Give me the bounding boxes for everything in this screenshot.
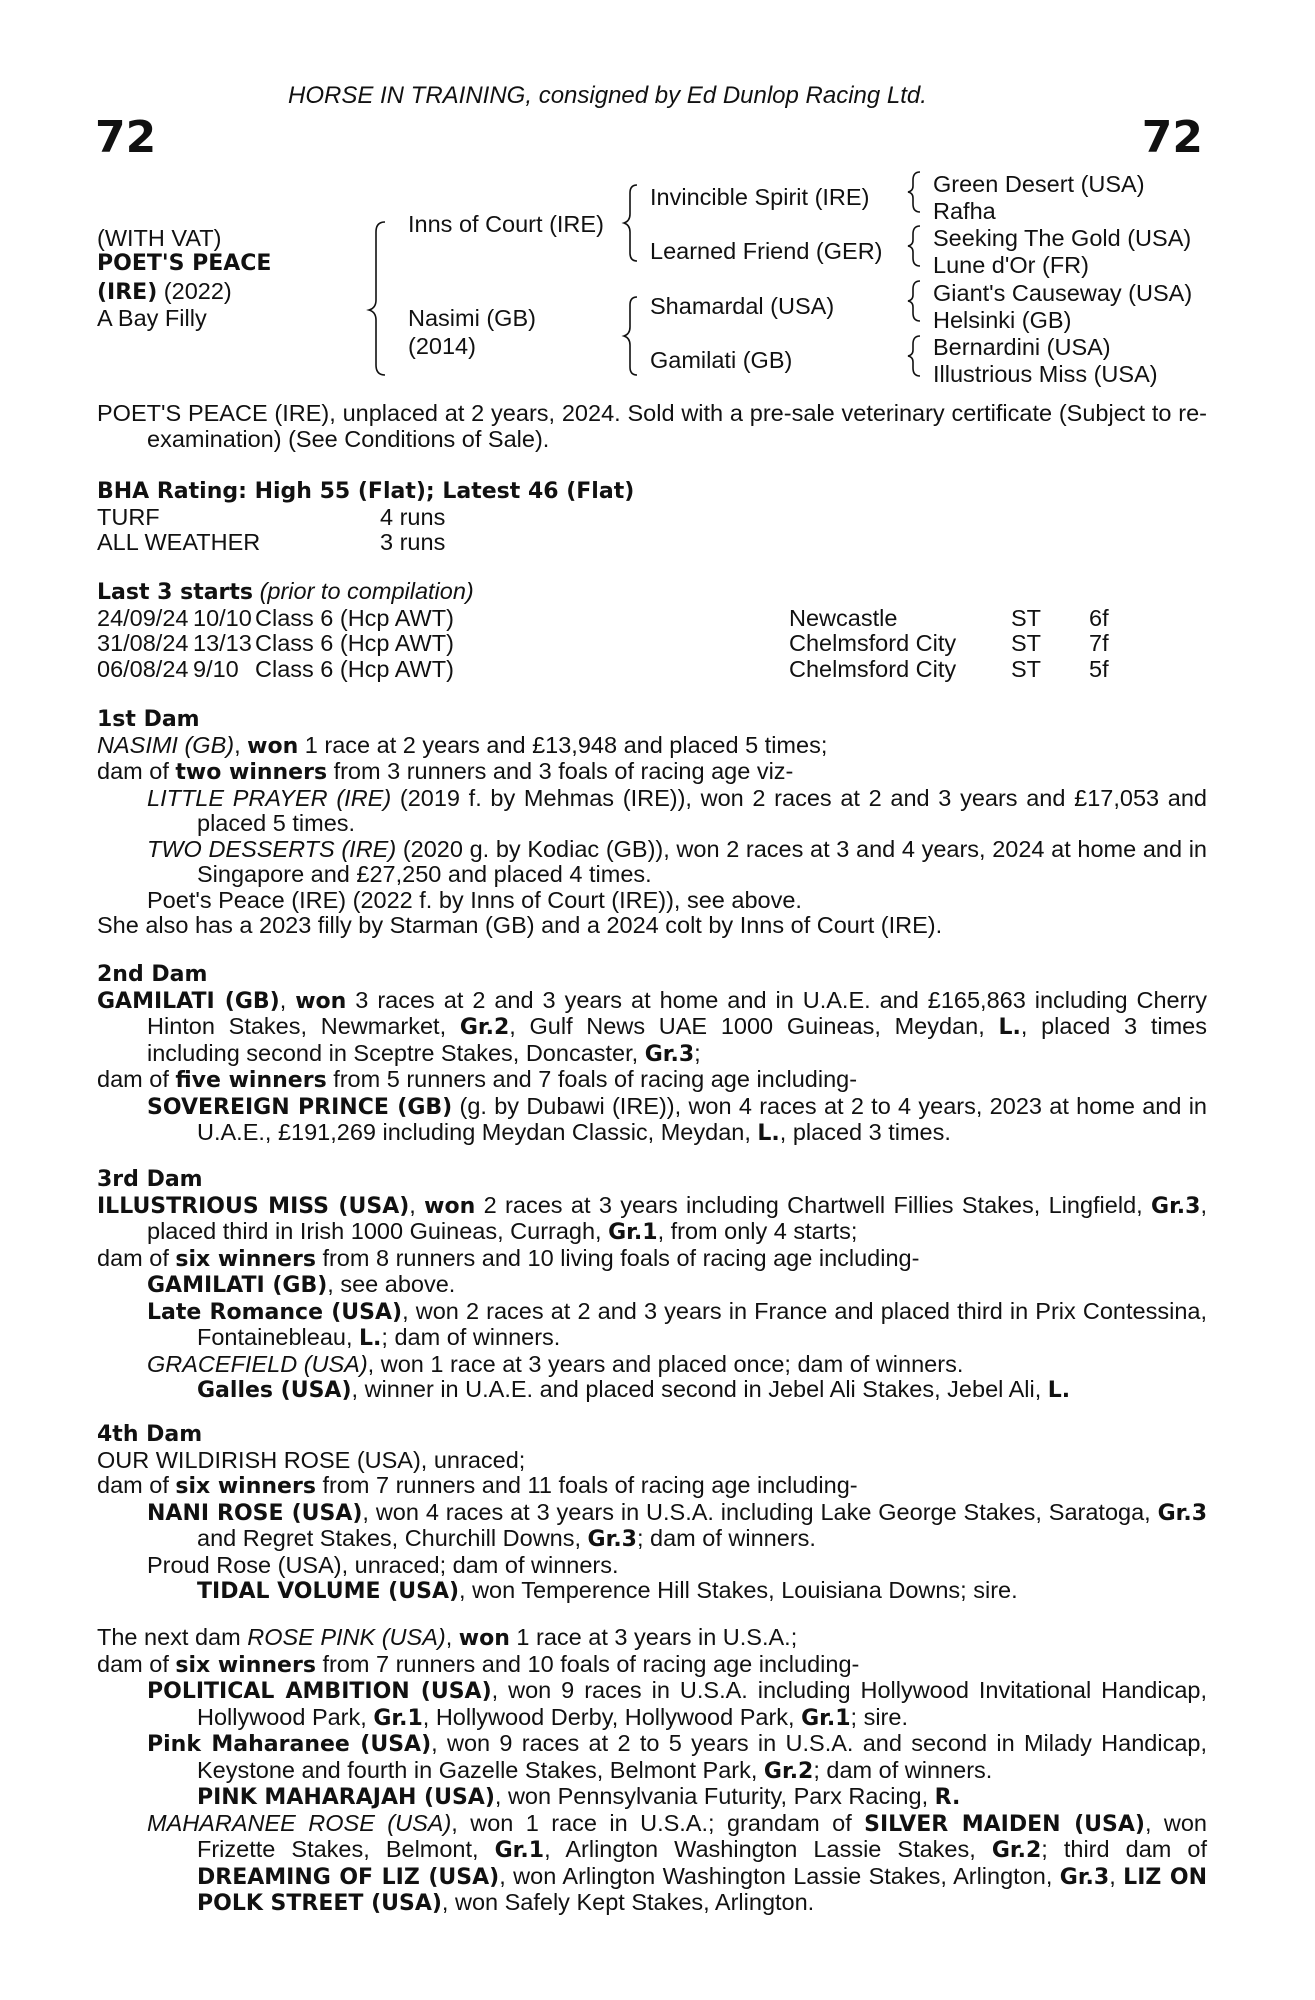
gen3-6: Helsinki (GB) (933, 307, 1072, 333)
produce-entry: Poet's Peace (IRE) (2022 f. by Inns of Court (IRE)), see above. (147, 886, 802, 913)
second-dam-section (97, 961, 1207, 1147)
rating-label: ALL WEATHER (97, 529, 261, 555)
starts-table (97, 606, 1109, 683)
produce-note: She also has a 2023 filly by Starman (GB) and a 2024 colt by Inns of Court (IRE). (97, 912, 943, 938)
start-position: 10/10 (193, 604, 252, 631)
produce-entry: GRACEFIELD (USA), won 1 race at 3 years and placed once; dam of winners. (147, 1350, 964, 1377)
rating-section (97, 478, 1207, 556)
produce-entry: MAHARANEE ROSE (USA), won 1 race in U.S.A.; grandam of SILVER MAIDEN (USA), won Frizette Stakes, Belmont, Gr.1, Arlington Washington Lassie Stakes, Gr.2; third dam of DREAMING OF LIZ (USA), won Arlington Washington Lassie Stakes, Arlington, Gr.3, LIZ ON POLK STREET (USA), won Safely Kept Stakes, Arlington. (147, 1809, 1207, 1916)
page-header: HORSE IN TRAINING, consigned by Ed Dunlop Racing Ltd. (288, 82, 927, 109)
gen3-1: Green Desert (USA) (933, 171, 1145, 197)
rating-heading: BHA Rating: High 55 (Flat); Latest 46 (Flat) (97, 479, 635, 504)
table-row (97, 606, 1109, 632)
start-date: 24/09/24 (97, 604, 189, 631)
produce-entry: TIDAL VOLUME (USA), won Temperence Hill Stakes, Louisiana Downs; sire. (197, 1577, 1018, 1604)
dam-line: OUR WILDIRISH ROSE (USA), unraced; (97, 1446, 526, 1473)
rating-value: 4 runs (380, 503, 446, 530)
produce-entry: Galles (USA), winner in U.A.E. and placed second in Jebel Ali Stakes, Jebel Ali, L. (197, 1376, 1071, 1403)
section-heading: 4th Dam (97, 1422, 203, 1447)
section-heading: 2nd Dam (97, 962, 208, 987)
horse-description: A Bay Filly (97, 305, 207, 331)
produce-entry: PINK MAHARAJAH (USA), won Pennsylvania Futurity, Parx Racing, R. (197, 1783, 961, 1810)
start-course: Newcastle (789, 604, 898, 631)
dam: Nasimi (GB) (408, 305, 536, 331)
dam-produce-line: dam of six winners from 7 runners and 11 foals of racing age including- (97, 1472, 858, 1499)
start-date: 31/08/24 (97, 630, 189, 656)
dam-line: ILLUSTRIOUS MISS (USA), won 2 races at 3 years including Chartwell Fillies Stakes, Lingfield, Gr.3, placed third in Irish 1000 Guineas, Curragh, Gr.1, from only 4 starts; (97, 1191, 1207, 1245)
start-class: Class 6 (Hcp AWT) (255, 604, 454, 631)
dam-dam: Gamilati (GB) (650, 347, 793, 373)
start-class: Class 6 (Hcp AWT) (255, 630, 454, 656)
produce-entry: Proud Rose (USA), unraced; dam of winners. (147, 1551, 619, 1578)
sire-dam: Learned Friend (GER) (650, 238, 883, 264)
rating-row-aw (97, 530, 1207, 556)
rating-value: 3 runs (380, 529, 446, 555)
produce-entry: TWO DESSERTS (IRE) (2020 g. by Kodiac (GB)), won 2 races at 3 and 4 years, 2024 at home and in Singapore and £27,250 and placed 4 times. (147, 835, 1207, 887)
dam-produce-line: dam of six winners from 7 runners and 10 foals of racing age including- (97, 1650, 860, 1678)
rating-row-turf (97, 505, 1207, 531)
produce-entry: POLITICAL AMBITION (USA), won 9 races in U.S.A. including Hollywood Invitational Handicap, Hollywood Park, Gr.1, Hollywood Derby, Hollywood Park, Gr.1; sire. (147, 1677, 1207, 1731)
starts-section (97, 579, 1207, 682)
start-course: Chelmsford City (789, 655, 957, 682)
summary-text: POET'S PEACE (IRE), unplaced at 2 years, 2024. Sold with a pre-sale veterinary certificate (Subject to re-examination) (See Conditions of Sale). (97, 400, 1207, 452)
sire-sire: Invincible Spirit (IRE) (650, 184, 870, 210)
starts-heading: Last 3 starts (97, 580, 254, 605)
dam-line: GAMILATI (GB), won 3 races at 2 and 3 years at home and in U.A.E. and £165,863 including Cherry Hinton Stakes, Newmarket, Gr.2, Gulf News UAE 1000 Guineas, Meydan, L., placed 3 times including second in Sceptre Stakes, Doncaster, Gr.3; (97, 986, 1207, 1067)
first-dam-section (97, 706, 1207, 939)
vat-label: (WITH VAT) (97, 225, 222, 251)
rating-label: TURF (97, 503, 160, 530)
gen3-2: Rafha (933, 198, 996, 224)
next-dam-section (97, 1625, 1207, 1917)
lot-number-left: 72 (95, 112, 157, 163)
produce-entry: LITTLE PRAYER (IRE) (2019 f. by Mehmas (IRE)), won 2 races at 2 and 3 years and £17,053 and placed 5 times. (147, 784, 1207, 836)
dam-year: (2014) (408, 333, 476, 359)
dam-line: The next dam ROSE PINK (USA), won 1 race at 3 years in U.S.A.; (97, 1624, 798, 1651)
horse-year: (2022) (163, 278, 232, 304)
fourth-dam-section (97, 1421, 1207, 1605)
start-course: Chelmsford City (789, 630, 957, 656)
produce-entry: GAMILATI (GB), see above. (147, 1271, 456, 1298)
gen3-3: Seeking The Gold (USA) (933, 225, 1192, 251)
lot-number-right: 72 (1141, 112, 1203, 163)
dam-produce-line: dam of six winners from 8 runners and 10 living foals of racing age including- (97, 1244, 920, 1272)
start-going: ST (1011, 604, 1042, 631)
gen3-7: Bernardini (USA) (933, 334, 1111, 360)
start-going: ST (1011, 630, 1042, 656)
table-row (97, 657, 1109, 683)
gen3-8: Illustrious Miss (USA) (933, 361, 1158, 387)
start-class: Class 6 (Hcp AWT) (255, 655, 454, 682)
dam-produce-line: dam of two winners from 3 runners and 3 foals of racing age viz- (97, 758, 794, 785)
produce-entry: Late Romance (USA), won 2 races at 2 and 3 years in France and placed third in Prix Contessina, Fontainebleau, L.; dam of winners. (147, 1297, 1207, 1351)
dam-sire: Shamardal (USA) (650, 293, 835, 319)
table-row (97, 631, 1109, 657)
start-date: 06/08/24 (97, 655, 189, 682)
gen3-4: Lune d'Or (FR) (933, 252, 1089, 278)
section-heading: 3rd Dam (97, 1167, 203, 1192)
start-position: 13/13 (193, 630, 252, 656)
section-heading: 1st Dam (97, 707, 200, 732)
dam-produce-line: dam of five winners from 5 runners and 7 foals of racing age including- (97, 1066, 858, 1093)
horse-name: POET'S PEACE (97, 251, 272, 276)
produce-entry: SOVEREIGN PRINCE (GB) (g. by Dubawi (IRE)), won 4 races at 2 to 4 years, 2023 at home and in U.A.E., £191,269 including Meydan Classic, Meydan, L., placed 3 times. (147, 1092, 1207, 1146)
start-going: ST (1011, 655, 1042, 682)
produce-entry: Pink Maharanee (USA), won 9 races at 2 to 5 years in U.S.A. and second in Milady Handicap, Keystone and fourth in Gazelle Stakes, Belmont Park, Gr.2; dam of winners. (147, 1730, 1207, 1784)
third-dam-section (97, 1166, 1207, 1404)
dam-line: NASIMI (GB), won 1 race at 2 years and £13,948 and placed 5 times; (97, 731, 828, 759)
starts-note: (prior to compilation) (259, 578, 474, 604)
gen3-5: Giant's Causeway (USA) (933, 280, 1193, 306)
start-distance: 7f (1089, 630, 1109, 656)
start-distance: 6f (1089, 604, 1109, 631)
produce-entry: NANI ROSE (USA), won 4 races at 3 years in U.S.A. including Lake George Stakes, Saratoga, Gr.3 and Regret Stakes, Churchill Downs, Gr.3; dam of winners. (147, 1498, 1208, 1552)
start-distance: 5f (1089, 655, 1109, 682)
horse-country: (IRE) (97, 280, 158, 305)
start-position: 9/10 (193, 655, 239, 682)
summary (97, 401, 1207, 452)
sire: Inns of Court (IRE) (408, 211, 604, 237)
